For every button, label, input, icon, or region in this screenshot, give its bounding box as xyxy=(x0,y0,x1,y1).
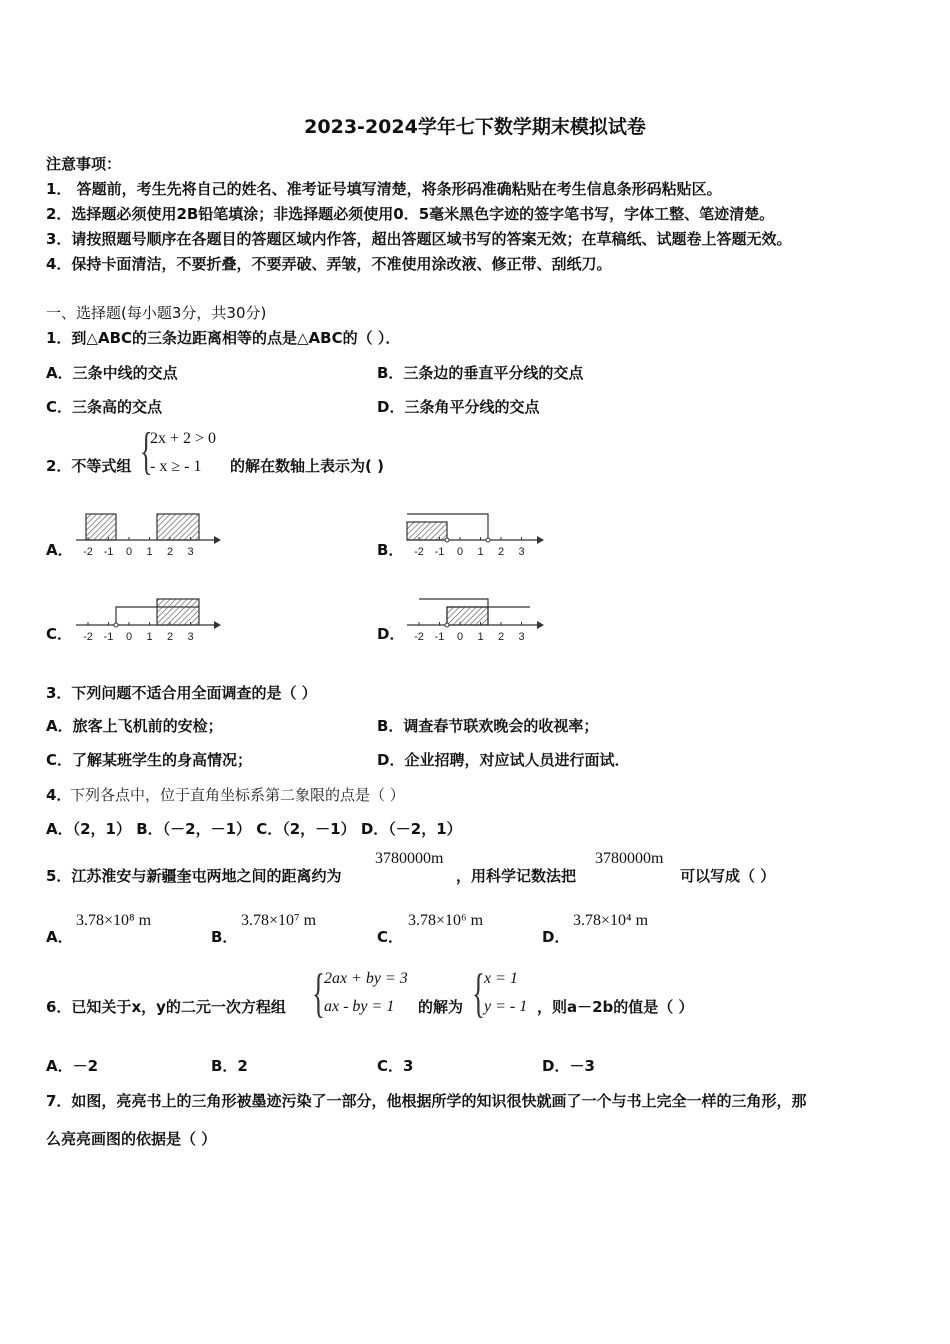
shaded-region-a2 xyxy=(157,514,199,540)
tick-label: 3 xyxy=(518,546,525,558)
q5-option-b: 3.78×10⁷ m xyxy=(241,912,317,929)
tick-label: -1 xyxy=(434,631,445,643)
tick-label: -2 xyxy=(414,631,424,643)
tick-label: -2 xyxy=(83,631,93,643)
q3-option-d: D．企业招聘，对应试人员进行面试． xyxy=(377,751,630,769)
tick-label: 3 xyxy=(187,546,194,558)
q4-options: A．（2，1） B．（－2，－1） C．（2，－1） D．（－2，1） xyxy=(46,820,462,838)
q2-equation-2: - x ≥ - 1 xyxy=(150,458,202,475)
q3-stem: 3．下列问题不适合用全面调查的是（ ） xyxy=(46,684,317,702)
q5-value-2: 3780000m xyxy=(595,850,664,867)
q7-line-1: 7．如图，亮亮书上的三角形被墨迹污染了一部分，他根据所学的知识很快就画了一个与书上完全一样的三角形，那 xyxy=(46,1092,807,1110)
q6-mid: 的解为 xyxy=(418,998,464,1016)
q6-brace-2: { xyxy=(472,963,485,1023)
section-heading: 一、选择题(每小题3分，共30分) xyxy=(46,304,267,322)
q6-option-b: B．2 xyxy=(211,1057,248,1075)
q3-option-b: B．调查春节联欢晚会的收视率； xyxy=(377,717,599,735)
q5-option-c: 3.78×10⁶ m xyxy=(408,912,484,929)
tick-label: 0 xyxy=(125,631,133,643)
tick-label: 2 xyxy=(166,631,174,643)
tick-label: 1 xyxy=(146,546,153,558)
q5-prefix: 5．江苏淮安与新疆奎屯两地之间的距离约为 xyxy=(46,867,342,885)
shaded-region-c xyxy=(157,599,199,625)
q6-suffix: ，则a－2b的值是（ ） xyxy=(537,998,694,1016)
q5-mid: ，用科学记数法把 xyxy=(456,867,577,885)
q1-option-c: C．三条高的交点 xyxy=(46,398,163,416)
q1-option-b: B．三条边的垂直平分线的交点 xyxy=(377,364,584,382)
tick-label: 3 xyxy=(187,631,194,643)
number-line-a xyxy=(76,514,221,558)
q5-option-b-label: B． xyxy=(211,928,238,946)
tick-label: -1 xyxy=(103,631,114,643)
q6-solution-y: y = - 1 xyxy=(484,998,528,1015)
shaded-region-d xyxy=(447,607,488,625)
number-line-c xyxy=(76,599,221,643)
q4-number: 4． xyxy=(46,786,72,804)
q2-option-b-label: B． xyxy=(377,541,404,559)
q5-option-a-label: A． xyxy=(46,928,73,946)
notice-item-2: 2．选择题必须使用2B铅笔填涂；非选择题必须使用0．5毫米黑色字迹的签字笔书写，字体工整、笔迹清楚。 xyxy=(46,205,775,223)
tick-label: -2 xyxy=(414,546,424,558)
number-line-b xyxy=(407,514,544,558)
q2-equation-1: 2x + 2 > 0 xyxy=(150,430,217,447)
q2-prefix: 2．不等式组 xyxy=(46,457,132,475)
shaded-region-a1 xyxy=(86,514,116,540)
q2-option-c-label: C． xyxy=(46,625,73,643)
tick-label: -1 xyxy=(434,546,445,558)
tick-label: 1 xyxy=(477,546,484,558)
q1-option-a: A．三条中线的交点 xyxy=(46,364,178,382)
notice-item-4: 4．保持卡面清洁，不要折叠，不要弄破、弄皱，不准使用涂改液、修正带、刮纸刀。 xyxy=(46,255,612,273)
tick-label: 3 xyxy=(518,631,525,643)
q3-option-c: C．了解某班学生的身高情况； xyxy=(46,751,253,769)
tick-label: 1 xyxy=(146,631,153,643)
tick-label: 2 xyxy=(497,631,505,643)
q6-solution-x: x = 1 xyxy=(484,970,518,987)
q6-prefix: 6．已知关于x，y的二元一次方程组 xyxy=(46,998,286,1016)
tick-label: 2 xyxy=(166,546,174,558)
q6-option-d: D．－3 xyxy=(542,1057,595,1075)
q6-option-a: A．－2 xyxy=(46,1057,99,1075)
tick-label: 0 xyxy=(456,546,464,558)
q1-stem: 1．到△ABC的三条边距离相等的点是△ABC的（ ）． xyxy=(46,329,401,347)
q2-option-d-label: D． xyxy=(377,625,405,643)
tick-label: 2 xyxy=(497,546,505,558)
notice-heading: 注意事项： xyxy=(46,155,122,173)
q5-value-1: 3780000m xyxy=(375,850,444,867)
tick-label: -2 xyxy=(83,546,93,558)
q5-option-c-label: C． xyxy=(377,928,404,946)
q2-option-a-label: A． xyxy=(46,541,73,559)
tick-label: 0 xyxy=(456,631,464,643)
notice-item-1: 1． 答题前，考生先将自己的姓名、准考证号填写清楚，将条形码准确粘贴在考生信息条形码粘贴区。 xyxy=(46,180,722,198)
q5-option-d-label: D． xyxy=(542,928,570,946)
q6-equation-1: 2ax + by = 3 xyxy=(324,970,408,987)
q1-option-d: D．三条角平分线的交点 xyxy=(377,398,540,416)
page-title: 2023-2024学年七下数学期末模拟试卷 xyxy=(304,116,646,138)
q4-stem: 下列各点中，位于直角坐标系第二象限的点是（ ） xyxy=(70,786,405,804)
notice-item-3: 3．请按照题号顺序在各题目的答题区域内作答，超出答题区域书写的答案无效；在草稿纸、试题卷上答题无效。 xyxy=(46,230,792,248)
number-line-d xyxy=(407,599,544,643)
tick-label: -1 xyxy=(103,546,114,558)
tick-label: 1 xyxy=(477,631,484,643)
q6-equation-2: ax - by = 1 xyxy=(324,998,395,1015)
q5-option-d: 3.78×10⁴ m xyxy=(573,912,649,929)
q7-line-2: 么亮亮画图的依据是（ ） xyxy=(46,1130,217,1148)
q5-suffix: 可以写成（ ） xyxy=(680,867,776,885)
tick-label: 0 xyxy=(125,546,133,558)
q3-option-a: A．旅客上飞机前的安检； xyxy=(46,717,223,735)
q2-suffix: 的解在数轴上表示为( ) xyxy=(230,457,384,475)
q6-option-c: C．3 xyxy=(377,1057,414,1075)
q6-brace-1: { xyxy=(312,963,325,1023)
q2-brace: { xyxy=(140,423,153,480)
shaded-region-b xyxy=(407,522,447,540)
q5-option-a: 3.78×10⁸ m xyxy=(76,912,152,929)
